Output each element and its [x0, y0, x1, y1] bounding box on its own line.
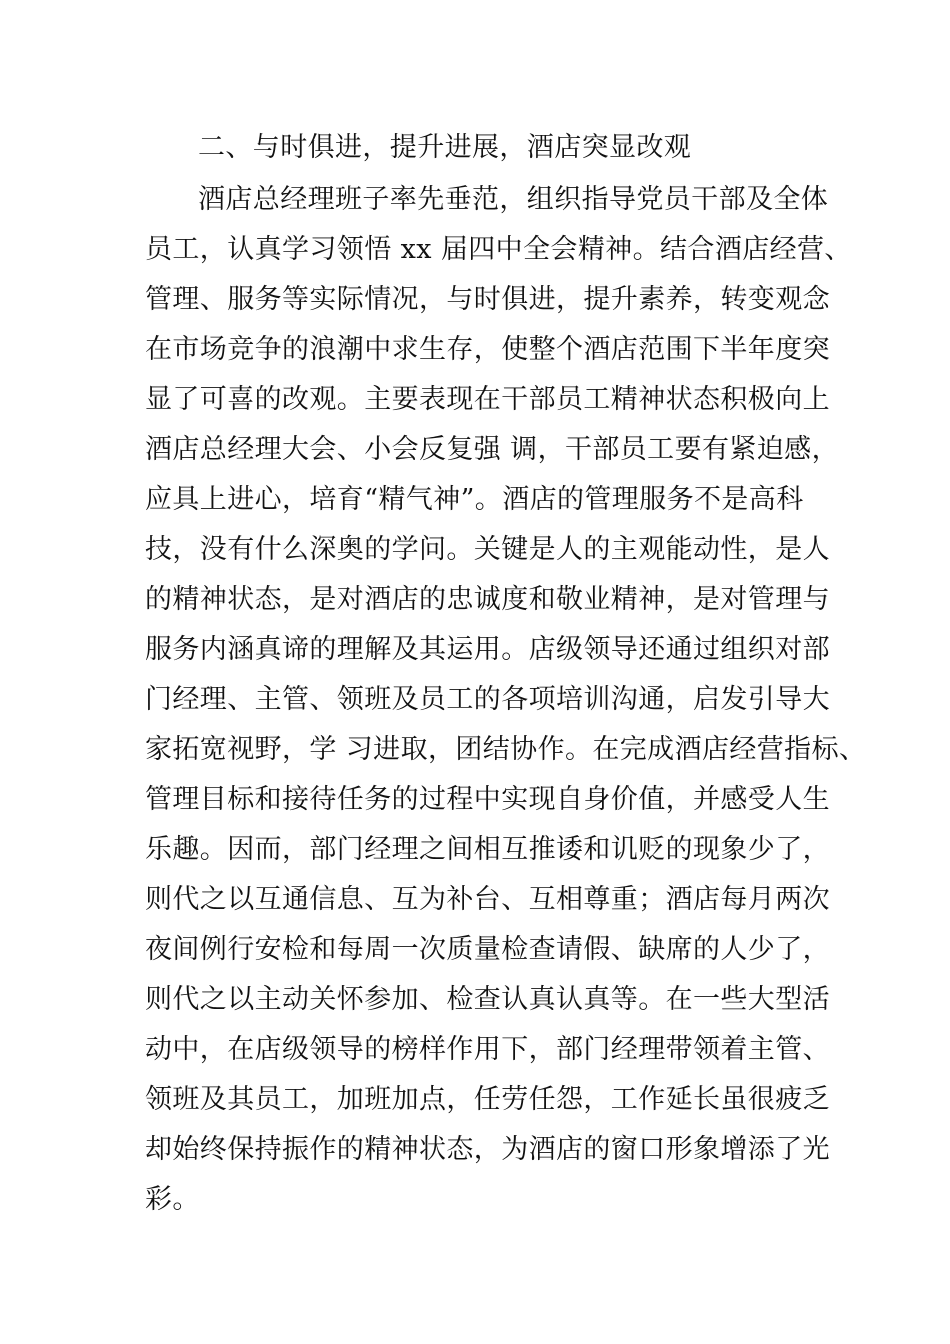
paragraph-line: 乐趣。因而，部门经理之间相互推诿和讥贬的现象少了，	[145, 834, 830, 865]
paragraph-line: 的精神状态，是对酒店的忠诚度和敬业精神，是对管理与	[145, 584, 830, 615]
paragraph-line: 服务内涵真谛的理解及其运用。店级领导还通过组织对部	[145, 634, 830, 665]
paragraph-line: 彩。	[145, 1184, 200, 1215]
paragraph-line: 管理、服务等实际情况，与时俱进，提升素养，转变观念	[145, 284, 830, 315]
paragraph-line: 显了可喜的改观。主要表现在干部员工精神状态积极向上	[145, 384, 830, 415]
paragraph-line: 则代之以主动关怀参加、检查认真认真等。在一些大型活	[145, 984, 830, 1015]
paragraph-line: 则代之以互通信息、互为补台、互相尊重；酒店每月两次	[145, 884, 830, 915]
section-heading: 二、与时俱进，提升进展，酒店突显改观	[198, 132, 692, 163]
paragraph-line: 技，没有什么深奥的学问。关键是人的主观能动性，是人	[145, 534, 830, 565]
paragraph-line: 门经理、主管、领班及员工的各项培训沟通，启发引导大	[145, 684, 830, 715]
paragraph-line: 却始终保持振作的精神状态，为酒店的窗口形象增添了光	[145, 1134, 830, 1165]
paragraph-line: 动中，在店级领导的榜样作用下，部门经理带领着主管、	[145, 1034, 830, 1065]
paragraph-line: 管理目标和接待任务的过程中实现自身价值，并感受人生	[145, 784, 830, 815]
paragraph-line: 应具上进心，培育“精气神”。酒店的管理服务不是高科	[145, 484, 804, 515]
paragraph-line: 酒店总经理大会、小会反复强 调，干部员工要有紧迫感，	[145, 434, 839, 465]
paragraph-line: 领班及其员工，加班加点，任劳任怨，工作延长虽很疲乏	[145, 1084, 830, 1115]
paragraph-line: 家拓宽视野，学 习进取，团结协作。在完成酒店经营指标、	[145, 734, 867, 765]
paragraph-line: 酒店总经理班子率先垂范，组织指导党员干部及全体	[198, 184, 829, 215]
paragraph-line: 夜间例行安检和每周一次质量检查请假、缺席的人少了，	[145, 934, 830, 965]
paragraph-line: 员工，认真学习领悟 xx 届四中全会精神。结合酒店经营、	[145, 234, 852, 265]
paragraph-line: 在市场竞争的浪潮中求生存，使整个酒店范围下半年度突	[145, 334, 830, 365]
